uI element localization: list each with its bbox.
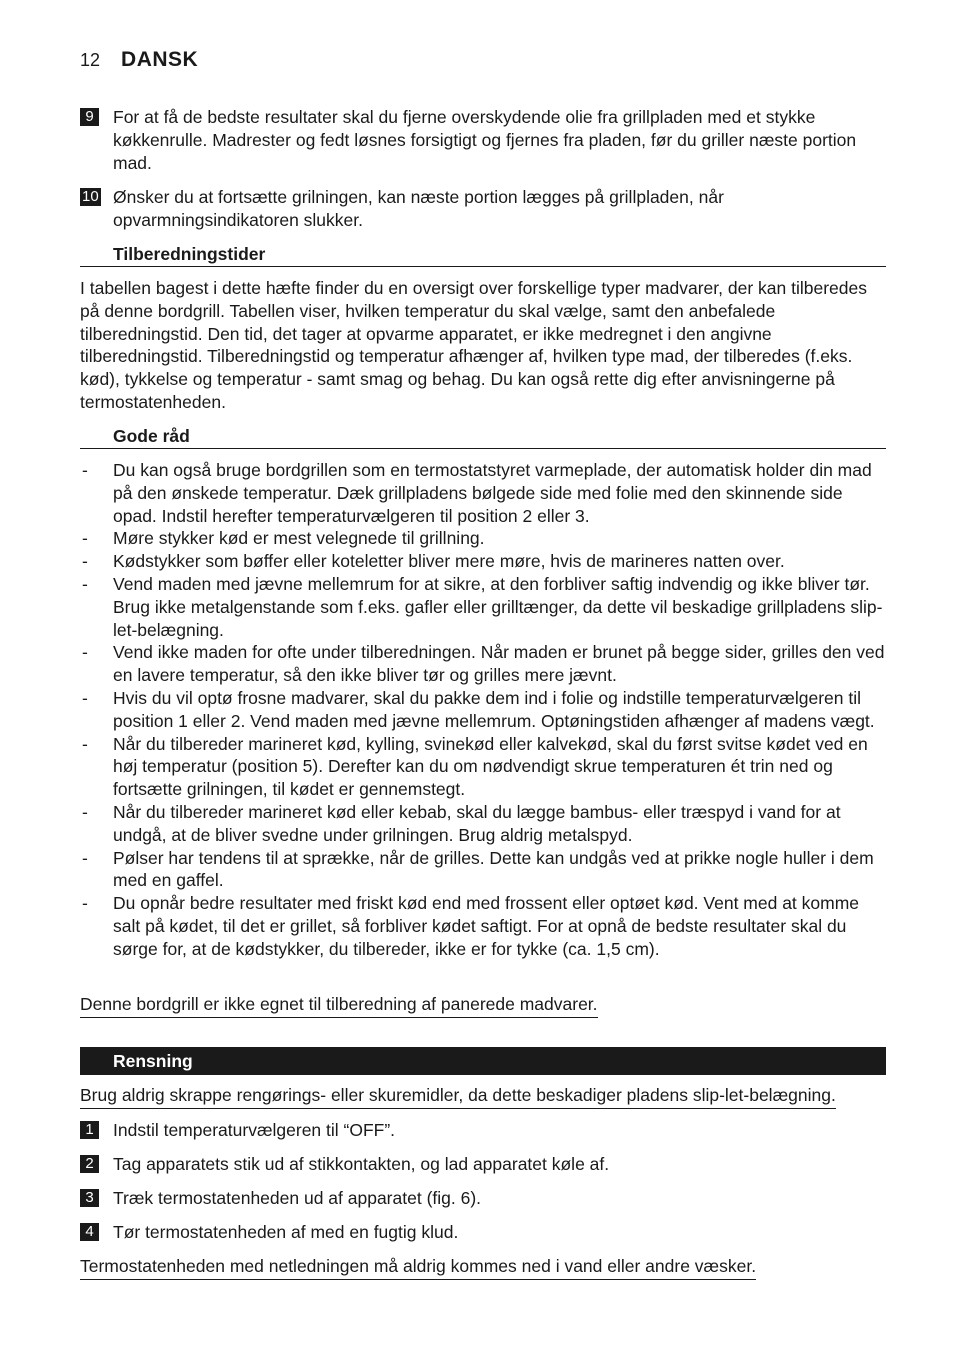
step-number: 1 xyxy=(80,1121,99,1139)
step-text: For at få de bedste resultater skal du fjerne overskydende olie fra grillpladen med et stykke køkkenrulle. Madrester og fedt løsnes forsigtigt og fjernes fra pladen, før du griller næste portion mad. xyxy=(113,107,857,173)
step-text: Træk termostatenheden ud af apparatet (fig. 6). xyxy=(113,1188,482,1208)
list-item: - Vend maden med jævne mellemrum for at sikre, at den forbliver saftig indvendig og ikke bliver tør. Brug ikke metalgenstande som f.eks. gafler eller grilltænger, da dette vil beskadige grillpladens slip-let-belægning. xyxy=(82,573,883,640)
step-number: 2 xyxy=(80,1155,99,1173)
page-header xyxy=(80,48,198,72)
section-heading-rensning: Rensning xyxy=(80,1047,886,1075)
list-item: - Hvis du vil optø frosne madvarer, skal du pakke dem ind i folie og indstille temperaturvælgeren til position 1 eller 2. Vend maden med jævne mellemrum. Optøningstiden afhænger af madens vægt. xyxy=(82,687,875,731)
warning-panerede: Denne bordgrill er ikke egnet til tilberedning af panerede madvarer. xyxy=(80,993,598,1018)
warning-skuremidler: Brug aldrig skrappe rengørings- eller skuremidler, da dette beskadiger pladens slip-let-belægning. xyxy=(80,1084,836,1109)
step-number: 4 xyxy=(80,1223,99,1241)
step-number: 3 xyxy=(80,1189,99,1207)
list-item: - Når du tilbereder marineret kød, kylling, svinekød eller kalvekød, skal du først svitse kødet ved en høj temperatur (position 5). Derefter kan du om nødvendigt skrue temperaturen ét trin ned og fortsætte grilningen, til kødet er gennemstegt. xyxy=(82,733,868,800)
clean-step-4 xyxy=(80,1221,886,1244)
step-9 xyxy=(80,106,886,174)
list-item: - Pølser har tendens til at sprække, når de grilles. Dette kan undgås ved at prikke nogle huller i dem med en gaffel. xyxy=(82,847,874,891)
language-title: DANSK xyxy=(121,48,199,71)
step-number: 10 xyxy=(82,188,99,205)
tilberedningstider-paragraph: I tabellen bagest i dette hæfte finder du en oversigt over forskellige typer madvarer, der kan tilberedes på denne bordgrill. Tabellen viser, hvilken temperatur du skal vælge, samt den anbefalede tilberedningstid. Den tid, det tager at opvarme apparatet, er ikke medregnet i den angivne tilberedningstid. Tilberedningstid og temperatur afhænger af, hvilken type mad, der tilberedes (f.eks. kød), tykkelse og temperatur - samt smag og behag. Du kan også rette dig efter anvisningerne på termostatenheden. xyxy=(80,278,867,412)
list-item: - Kødstykker som bøffer eller koteletter bliver mere møre, hvis de marineres natten over. xyxy=(82,551,785,572)
list-item: - Vend ikke maden for ofte under tilberedningen. Når maden er brunet på begge sider, grilles den ved en lavere temperatur, så den ikke bliver tør og grilles mere jævnt. xyxy=(82,642,885,686)
clean-step-1 xyxy=(80,1119,886,1142)
clean-step-2 xyxy=(80,1153,886,1176)
step-number: 9 xyxy=(80,108,99,126)
list-item: - Du kan også bruge bordgrillen som en termostatstyret varmeplade, der automatisk holder din mad på den ønskede temperatur. Dæk grillpladens bølgede side med folie med den skinnende side opad. Indstil herefter temperaturvælgeren til position 2 eller 3. xyxy=(82,460,872,526)
step-text: Indstil temperaturvælgeren til “OFF”. xyxy=(113,1120,396,1140)
list-item: - Du opnår bedre resultater med friskt kød end med frossent eller optøet kød. Vent med at komme salt på kødet, til det er grillet, så forbliver kødet saftigt. For at opnå de bedste resultater skal du sørge for, at de kødstykker, du tilbereder, ikke er for tykke (ca. 1,5 cm). xyxy=(82,893,860,959)
step-text: Tør termostatenheden af med en fugtig klud. xyxy=(113,1222,459,1242)
clean-step-3 xyxy=(80,1187,886,1210)
step-10 xyxy=(80,186,886,232)
step-text: Tag apparatets stik ud af stikkontakten, og lad apparatet køle af. xyxy=(113,1154,610,1174)
step-text: Ønsker du at fortsætte grilningen, kan næste portion lægges på grillpladen, når opvarmningsindikatoren slukker. xyxy=(113,187,724,230)
page-number: 12 xyxy=(80,50,101,70)
tips-list xyxy=(80,459,886,961)
list-item: - Møre stykker kød er mest velegnede til grillning. xyxy=(82,528,485,549)
section-heading-tilberedningstider: Tilberedningstider xyxy=(80,243,886,267)
list-item: - Når du tilbereder marineret kød eller kebab, skal du lægge bambus- eller træspyd i vand for at undgå, at de bliver svedne under grilningen. Brug aldrig metalspyd. xyxy=(82,801,841,845)
warning-netledning: Termostatenheden med netledningen må aldrig kommes ned i vand eller andre væsker. xyxy=(80,1255,756,1280)
section-heading-gode-raad: Gode råd xyxy=(80,425,886,449)
